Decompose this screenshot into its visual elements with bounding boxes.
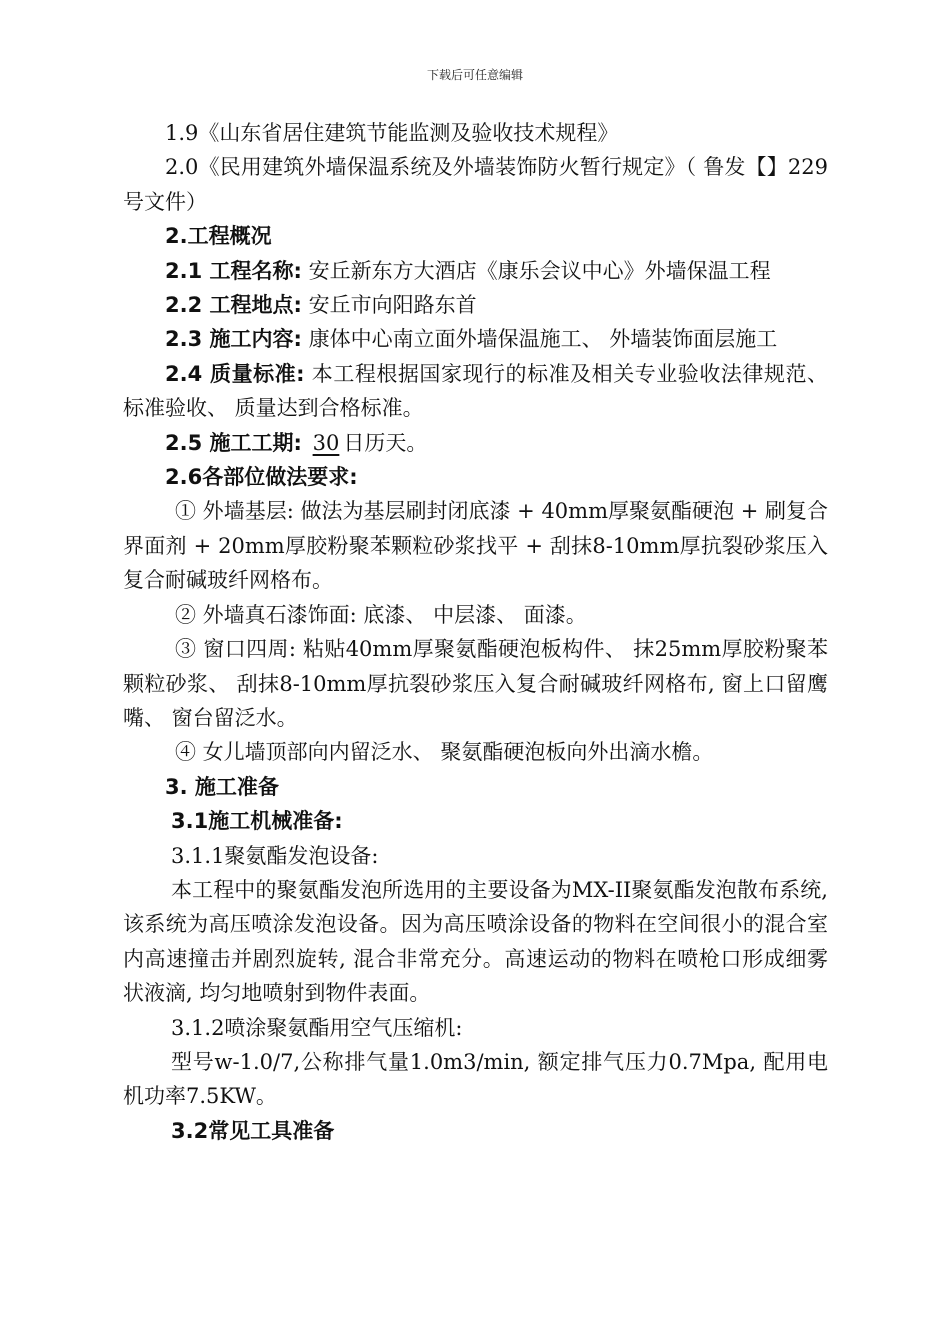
section-heading-3-2: 3.2常见工具准备 [171,1118,335,1143]
project-name-line [123,254,828,288]
section-heading-3: 3. 施工准备 [165,774,279,799]
section-heading-2-6: 2.6各部位做法要求: [165,465,358,490]
construction-content-value: 康体中心南立面外墙保温施工、 外墙装饰面层施工 [301,327,778,352]
construction-period-unit: 日历天。 [343,430,428,455]
quality-standard-value: 本工程根据国家现行的标准及相关专业验收法律规范、 标准验收、 质量达到合格标准。 [123,361,828,421]
section-heading-2: 2.工程概况 [165,224,272,249]
quality-standard-label: 2.4 质量标准: [165,361,305,386]
construction-period-label: 2.5 施工工期: [165,430,302,455]
construction-content-label: 2.3 施工内容: [165,327,302,352]
quality-standard-line [123,357,828,426]
requirement-item-1: ① 外墙基层: 做法为基层刷封闭底漆 + 40mm厚聚氨酯硬泡 + 刷复合界面剂 + 20mm厚胶粉聚苯颗粒砂浆找平 + 刮抹8-10mm厚抗裂砂浆压入复合耐碱玻纤网格布。 [123,499,828,593]
project-name-label: 2.1 工程名称: [165,258,302,283]
page-header-note: 下载后可任意编辑 [426,68,523,82]
project-location-label: 2.2 工程地点: [165,293,302,318]
paragraph-3-1-2: 型号w-1.0/7,公称排气量1.0m3/min, 额定排气压力0.7Mpa, 配用电机功率7.5KW。 [123,1049,828,1109]
section-heading-3-1-1: 3.1.1聚氨酯发泡设备: [171,843,379,868]
reference-1-9: 1.9《山东省居住建筑节能监测及验收技术规程》 [165,121,619,145]
document-body [123,116,828,1148]
requirement-item-4: ④ 女儿墙顶部向内留泛水、 聚氨酯硬泡板向外出滴水檐。 [175,740,714,765]
reference-2-0: 2.0《民用建筑外墙保温系统及外墙装饰防火暂行规定》（ 鲁发【】229 号文件） [123,155,828,214]
construction-period-line [123,426,828,460]
project-name-value: 安丘新东方大酒店《康乐会议中心》外墙保温工程 [301,258,771,283]
requirement-item-2: ② 外墙真石漆饰面: 底漆、 中层漆、 面漆。 [175,602,587,627]
section-heading-3-1-2: 3.1.2喷涂聚氨酯用空气压缩机: [171,1015,463,1040]
paragraph-3-1-1: 本工程中的聚氨酯发泡所选用的主要设备为MX-II聚氨酯发泡散布系统, 该系统为高压喷涂发泡设备。因为高压喷涂设备的物料在空间很小的混合室内高速撞击并剧烈旋转, 混合非常充分。高速运动的物料在喷枪口形成细雾状液滴, 均匀地喷射到物件表面。 [123,877,828,1006]
construction-period-days: 30 [312,430,340,455]
project-location-value: 安丘市向阳路东首 [301,293,477,318]
construction-content-line [123,322,828,356]
requirement-item-3: ③ 窗口四周: 粘贴40mm厚聚氨酯硬泡板构件、 抹25mm厚胶粉聚苯颗粒砂浆、 刮抹8-10mm厚抗裂砂浆压入复合耐碱玻纤网格布, 窗上口留鹰嘴、 窗台留泛水。 [123,637,828,730]
project-location-line [123,288,828,322]
section-heading-3-1: 3.1施工机械准备: [171,809,343,834]
